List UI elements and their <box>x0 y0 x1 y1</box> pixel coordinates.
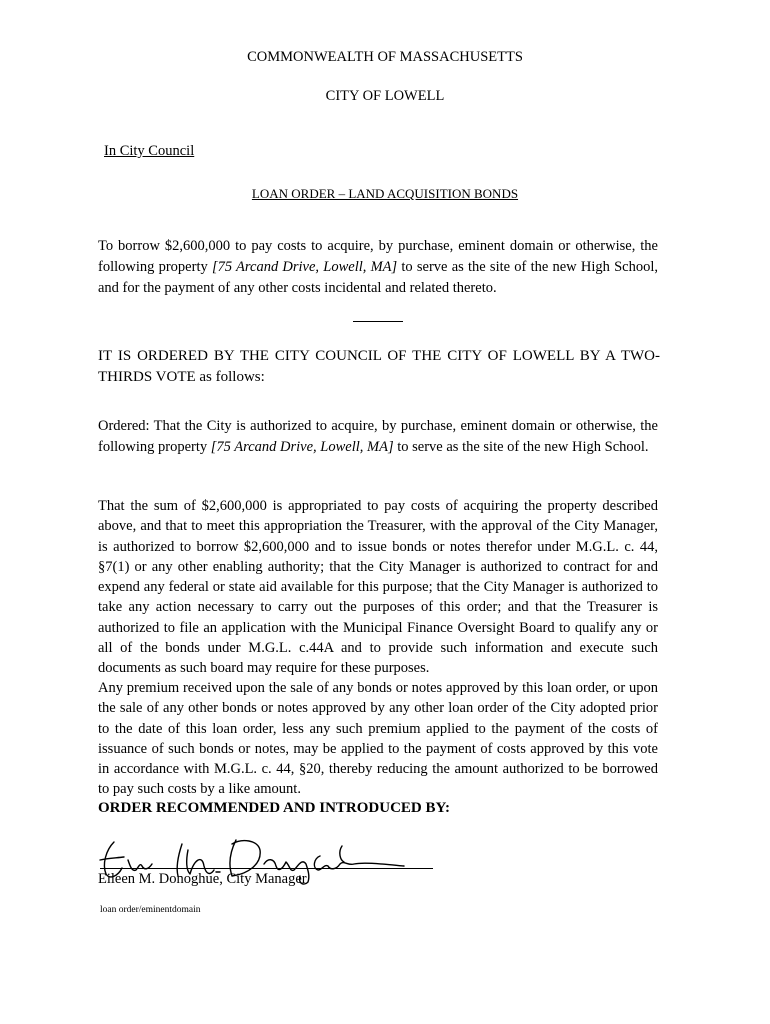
order-title <box>0 186 770 202</box>
signer-name: Eileen M. Donoghue, City Manager <box>98 871 307 887</box>
ordered-property: [75 Arcand Drive, Lowell, MA] <box>210 439 394 455</box>
ordered-paragraph <box>98 416 658 458</box>
council-label: In City Council <box>104 143 195 159</box>
signature-line <box>100 868 433 869</box>
state-heading: COMMONWEALTH OF MASSACHUSETTS <box>247 49 523 65</box>
purpose-paragraph <box>98 236 658 299</box>
premium-paragraph: Any premium received upon the sale of any bonds or notes approved by this loan order, or upon the sale of any other bonds or notes approved by any other loan order of the City adopted prior to the date of this loan order, less any such premium applied to the payment of the costs of issuance of such bonds or notes, may be applied to the payment of costs approved by this vote in accordance with M.G.L. c. 44, §20, thereby reducing the amount authorized to be borrowed to pay such costs by a like amount. <box>98 680 658 798</box>
resolution-paragraph: IT IS ORDERED BY THE CITY COUNCIL OF THE CITY OF LOWELL BY A TWO-THIRDS VOTE as follows: <box>98 348 660 385</box>
purpose-property: [75 Arcand Drive, Lowell, MA] <box>211 259 398 275</box>
ordered-text-before: Ordered: That the City is authorized to acquire, by purchase, eminent domain or otherwise, the following property <box>98 418 658 455</box>
purpose-text-before: To borrow $2,600,000 to pay costs to acquire, by purchase, eminent domain or otherwise, the following property <box>98 238 658 275</box>
appropriation-paragraph: That the sum of $2,600,000 is appropriated to pay costs of acquiring the property described above, and that to meet this appropriation the Treasurer, with the approval of the City Manager, is authorized to borrow $2,600,000 and to issue bonds or notes therefor under M.G.L. c. 44, §7(1) or any other enabling authority; that the City Manager is authorized to contract for and expend any federal or state aid available for this purpose; that the City Manager is authorized to take any action necessary to carry out the purposes of this order; and that the Treasurer is authorized to file an application with the Municipal Finance Oversight Board to qualify any or all of the bonds under M.G.L. c.44A and to provide such information and execute such documents as such board may require for these purposes. <box>98 498 658 677</box>
city-heading: CITY OF LOWELL <box>325 88 445 104</box>
ordered-text-after: to serve as the site of the new High School. <box>393 439 649 455</box>
order-title-text: LOAN ORDER – LAND ACQUISITION BONDS <box>251 186 519 201</box>
file-reference-note: loan order/eminentdomain <box>100 905 201 915</box>
purpose-text-after: to serve as the site of the new High School, and for the payment of any other costs incidental and related thereto. <box>98 259 658 296</box>
section-divider <box>353 321 403 322</box>
recommended-by-heading: ORDER RECOMMENDED AND INTRODUCED BY: <box>98 800 450 816</box>
